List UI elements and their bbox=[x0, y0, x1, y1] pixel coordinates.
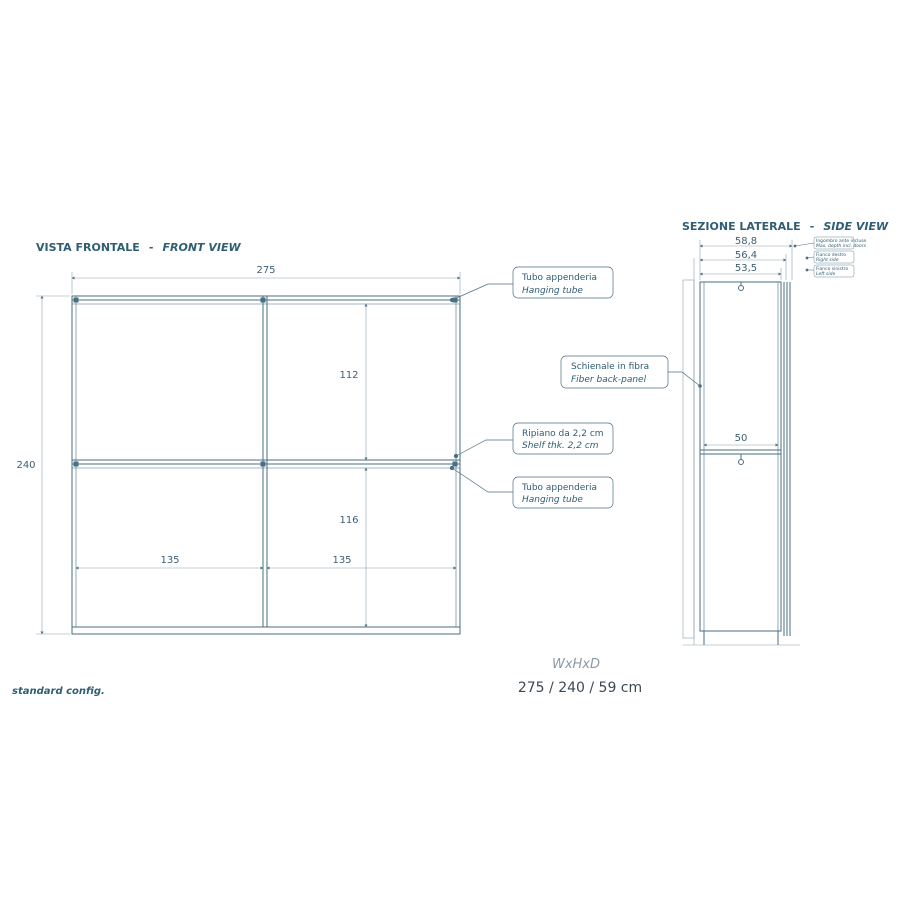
svg-text:Hanging tube: Hanging tube bbox=[522, 495, 583, 505]
callout-back-panel bbox=[561, 356, 702, 388]
dim-right-bay-width: 135 bbox=[332, 555, 352, 566]
config-label: standard config. bbox=[12, 686, 105, 697]
dim-left-bay-width: 135 bbox=[160, 555, 180, 566]
svg-text:Schienale in fibra: Schienale in fibra bbox=[571, 362, 650, 372]
front-view-dimensions bbox=[36, 272, 460, 634]
svg-text:Tubo appenderia: Tubo appenderia bbox=[522, 483, 598, 493]
svg-text:Tubo appenderia: Tubo appenderia bbox=[522, 273, 598, 283]
dim-depth-inner: 53,5 bbox=[734, 263, 758, 274]
note-left-side bbox=[814, 265, 854, 277]
dim-total-height: 240 bbox=[16, 460, 36, 471]
dim-total-width: 275 bbox=[256, 265, 276, 276]
svg-text:Left side: Left side bbox=[816, 272, 836, 277]
svg-text:Right side: Right side bbox=[816, 258, 839, 263]
front-view-title: VISTA FRONTALE - FRONT VIEW bbox=[36, 241, 241, 254]
dim-upper-height: 112 bbox=[339, 370, 359, 381]
format-label: WxHxD bbox=[551, 657, 601, 672]
svg-text:Ingombro ante incluse: Ingombro ante incluse bbox=[816, 239, 867, 244]
cabinet-outline bbox=[72, 296, 460, 634]
svg-text:Ripiano da 2,2 cm: Ripiano da 2,2 cm bbox=[522, 429, 604, 439]
note-right-side bbox=[814, 251, 854, 263]
overall-dimensions: 275 / 240 / 59 cm bbox=[517, 680, 643, 696]
dim-lower-height: 116 bbox=[339, 515, 359, 526]
svg-text:Fiber back-panel: Fiber back-panel bbox=[571, 375, 647, 385]
svg-text:Fianco sinistro: Fianco sinistro bbox=[816, 267, 849, 272]
dim-depth-max: 58,8 bbox=[734, 236, 758, 247]
svg-text:Hanging tube: Hanging tube bbox=[522, 286, 583, 296]
svg-text:Max. depth incl. doors: Max. depth incl. doors bbox=[816, 244, 866, 249]
dim-depth-mid: 56,4 bbox=[734, 250, 758, 261]
side-small-note-leaders bbox=[794, 243, 814, 271]
side-view-cabinet bbox=[700, 282, 790, 645]
note-max-depth bbox=[814, 237, 867, 249]
callout-hanging-tube-bottom bbox=[513, 477, 613, 508]
side-view-wall bbox=[683, 258, 800, 645]
svg-text:Fianco destro: Fianco destro bbox=[816, 253, 847, 258]
side-view-title: SEZIONE LATERALE - SIDE VIEW bbox=[682, 220, 889, 233]
svg-text:Shelf thk. 2,2 cm: Shelf thk. 2,2 cm bbox=[522, 441, 599, 451]
dim-shelf-depth: 50 bbox=[734, 433, 748, 444]
callout-hanging-tube-top bbox=[513, 267, 613, 298]
callout-shelf bbox=[513, 423, 613, 454]
front-view-cabinet bbox=[72, 296, 460, 634]
